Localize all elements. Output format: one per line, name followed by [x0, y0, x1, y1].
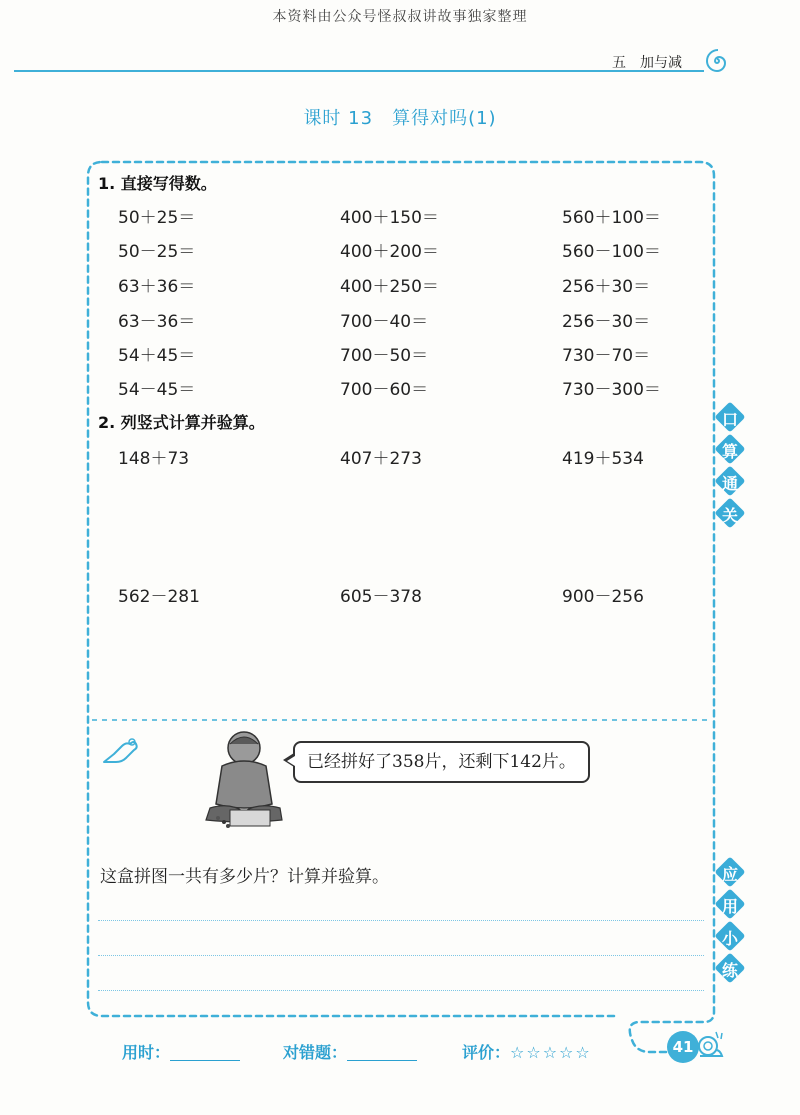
problem-2-3: 560－100＝ [562, 242, 661, 262]
errors-field[interactable] [283, 1040, 417, 1063]
vertical-problem-1: 148＋73 [118, 449, 190, 469]
vertical-problem-3: 419＋534 [562, 449, 644, 469]
speech-bubble-tail-inner [287, 756, 295, 766]
lesson-title: 课时 13 算得对吗(1) [303, 108, 497, 129]
problem-3-2: 400＋250＝ [340, 277, 439, 297]
side-tab-char: 小 [721, 929, 738, 948]
section2-title: 2. 列竖式计算并验算。 [98, 413, 265, 432]
problem-5-3: 730－70＝ [562, 346, 651, 366]
problem-4-2: 700－40＝ [340, 312, 429, 332]
vertical-problem-4: 562－281 [118, 587, 200, 607]
rating-label: 评价： [462, 1043, 511, 1062]
problem-6-2: 700－60＝ [340, 380, 429, 400]
side-tab-char: 口 [721, 410, 738, 429]
time-blank[interactable] [170, 1044, 240, 1061]
spiral-icon [704, 48, 730, 74]
rating-stars[interactable]: ☆☆☆☆☆ [510, 1043, 592, 1062]
snail-icon [696, 1028, 724, 1058]
side-tab-char: 关 [721, 506, 738, 525]
problem-1-3: 560＋100＝ [562, 208, 661, 228]
problem-6-3: 730－300＝ [562, 380, 661, 400]
section1-title: 1. 直接写得数。 [98, 174, 217, 193]
errors-label: 对错题： [283, 1043, 348, 1062]
problem-5-2: 700－50＝ [340, 346, 429, 366]
problem-4-3: 256－30＝ [562, 312, 651, 332]
problem-2-1: 50－25＝ [118, 242, 196, 262]
problem-1-1: 50＋25＝ [118, 208, 196, 228]
vertical-problem-5: 605－378 [340, 587, 422, 607]
pointing-hand-icon [100, 732, 140, 768]
problem-3-3: 256＋30＝ [562, 277, 651, 297]
answer-line[interactable] [98, 955, 704, 956]
application-question: 这盒拼图一共有多少片？计算并验算。 [100, 867, 389, 887]
time-label: 用时： [122, 1043, 171, 1062]
unit-number: 五 [612, 55, 626, 71]
page-number: 41 [667, 1031, 699, 1063]
side-tab-char: 通 [721, 474, 738, 493]
problem-2-2: 400＋200＝ [340, 242, 439, 262]
speech-bubble: 已经拼好了358片，还剩下142片。 [293, 741, 590, 783]
problem-1-2: 400＋150＝ [340, 208, 439, 228]
side-tab-char: 应 [721, 865, 738, 884]
unit-title: 加与减 [640, 55, 682, 71]
vertical-problem-6: 900－256 [562, 587, 644, 607]
watermark-text: 本资料由公众号怪叔叔讲故事独家整理 [272, 9, 528, 25]
boy-puzzle-illustration [200, 726, 288, 830]
side-tab-char: 用 [721, 897, 738, 916]
problem-3-1: 63＋36＝ [118, 277, 196, 297]
header-rule [14, 70, 704, 72]
errors-blank[interactable] [347, 1044, 417, 1061]
unit-label [612, 52, 682, 72]
vertical-problem-2: 407＋273 [340, 449, 422, 469]
side-tab-char: 练 [721, 961, 738, 980]
side-tab-char: 算 [721, 442, 738, 461]
time-field[interactable] [122, 1040, 240, 1063]
problem-5-1: 54＋45＝ [118, 346, 196, 366]
rating-field[interactable] [462, 1040, 592, 1063]
problem-4-1: 63－36＝ [118, 312, 196, 332]
answer-line[interactable] [98, 920, 704, 921]
problem-6-1: 54－45＝ [118, 380, 196, 400]
answer-line[interactable] [98, 990, 704, 991]
